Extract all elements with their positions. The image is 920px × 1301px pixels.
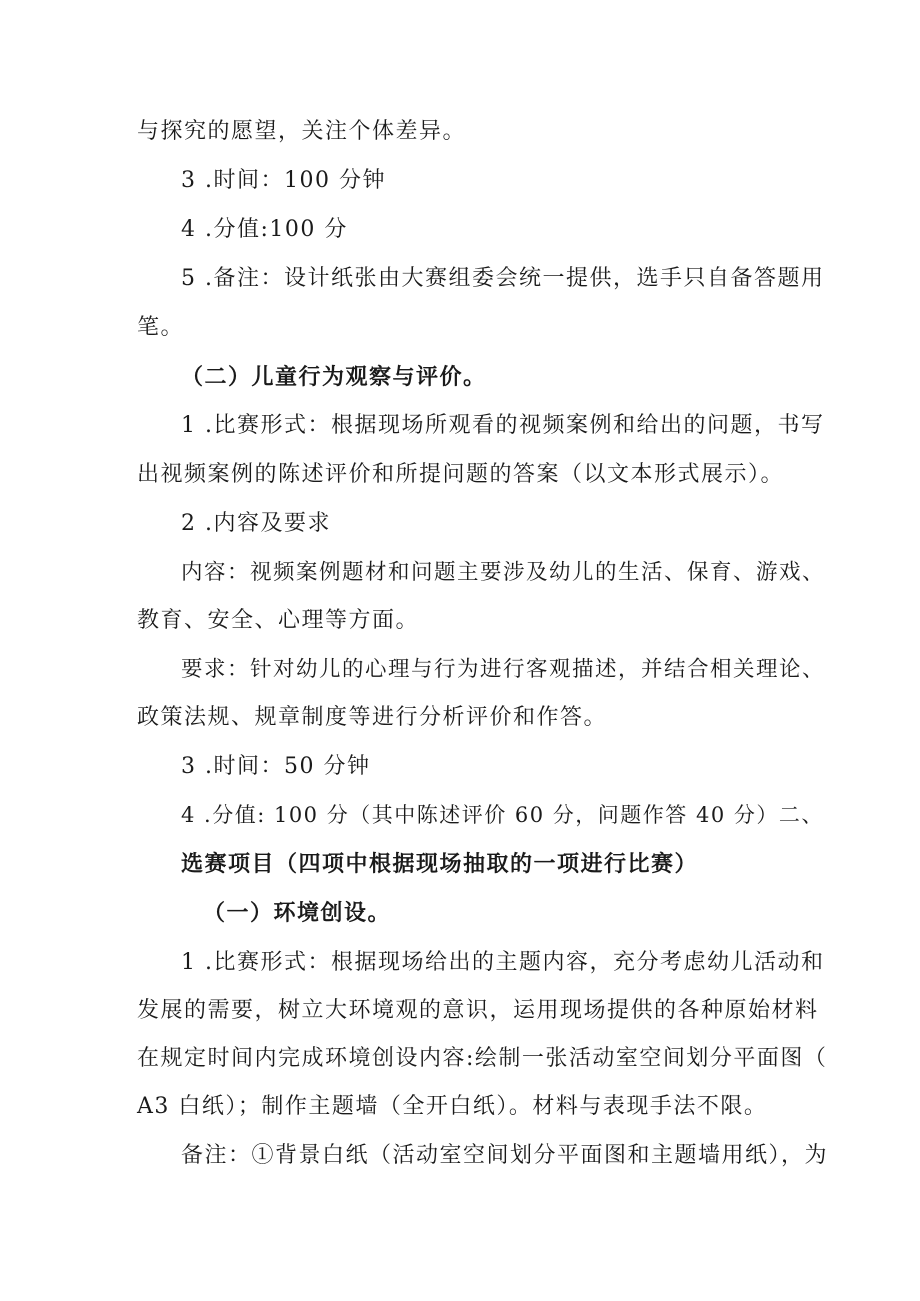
paragraph-line: 与探究的愿望，关注个体差异。 [137,119,467,144]
paragraph-line: 要求：针对幼儿的心理与行为进行客观描述，并结合相关理论、 [181,657,826,682]
paragraph-line: 1 .比赛形式：根据现场给出的主题内容，充分考虑幼儿活动和 [181,950,825,975]
paragraph-line: 笔。 [137,315,185,340]
paragraph-line: 政策法规、规章制度等进行分析评价和作答。 [137,705,608,730]
paragraph-line: 4 .分值:100 分 [181,217,348,242]
paragraph-line: 在规定时间内完成环境创设内容:绘制一张活动室空间划分平面图（ [137,1046,828,1071]
paragraph-line: 内容：视频案例题材和问题主要涉及幼儿的生活、保育、游戏、 [181,560,826,585]
paragraph-line: 2 .内容及要求 [181,511,331,536]
paragraph-line: 备注：①背景白纸（活动室空间划分平面图和主题墙用纸），为 [181,1143,829,1168]
paragraph-line: 4 .分值: 100 分（其中陈述评价 60 分，问题作答 40 分）二、 [181,803,824,827]
paragraph-line: 教育、安全、心理等方面。 [137,608,420,633]
paragraph-line: 5 .备注：设计纸张由大赛组委会统一提供，选手只自备答题用 [181,266,825,291]
paragraph-line: 3 .时间：50 分钟 [181,754,371,779]
paragraph-line: 1 .比赛形式：根据现场所观看的视频案例和给出的问题，书写 [181,413,825,438]
paragraph-line: 3 .时间：100 分钟 [181,168,386,193]
paragraph-line: A3 白纸）；制作主题墙（全开白纸）。材料与表现手法不限。 [137,1094,768,1119]
section-heading: 选赛项目（四项中根据现场抽取的一项进行比赛） [181,852,699,877]
section-heading: （二）儿童行为观察与评价。 [181,365,487,390]
paragraph-line: 出视频案例的陈述评价和所提问题的答案（以文本形式展示）。 [137,462,785,487]
paragraph-line: 发展的需要，树立大环境观的意识，运用现场提供的各种原始材料 [137,998,819,1023]
section-heading: （一）环境创设。 [203,901,392,926]
